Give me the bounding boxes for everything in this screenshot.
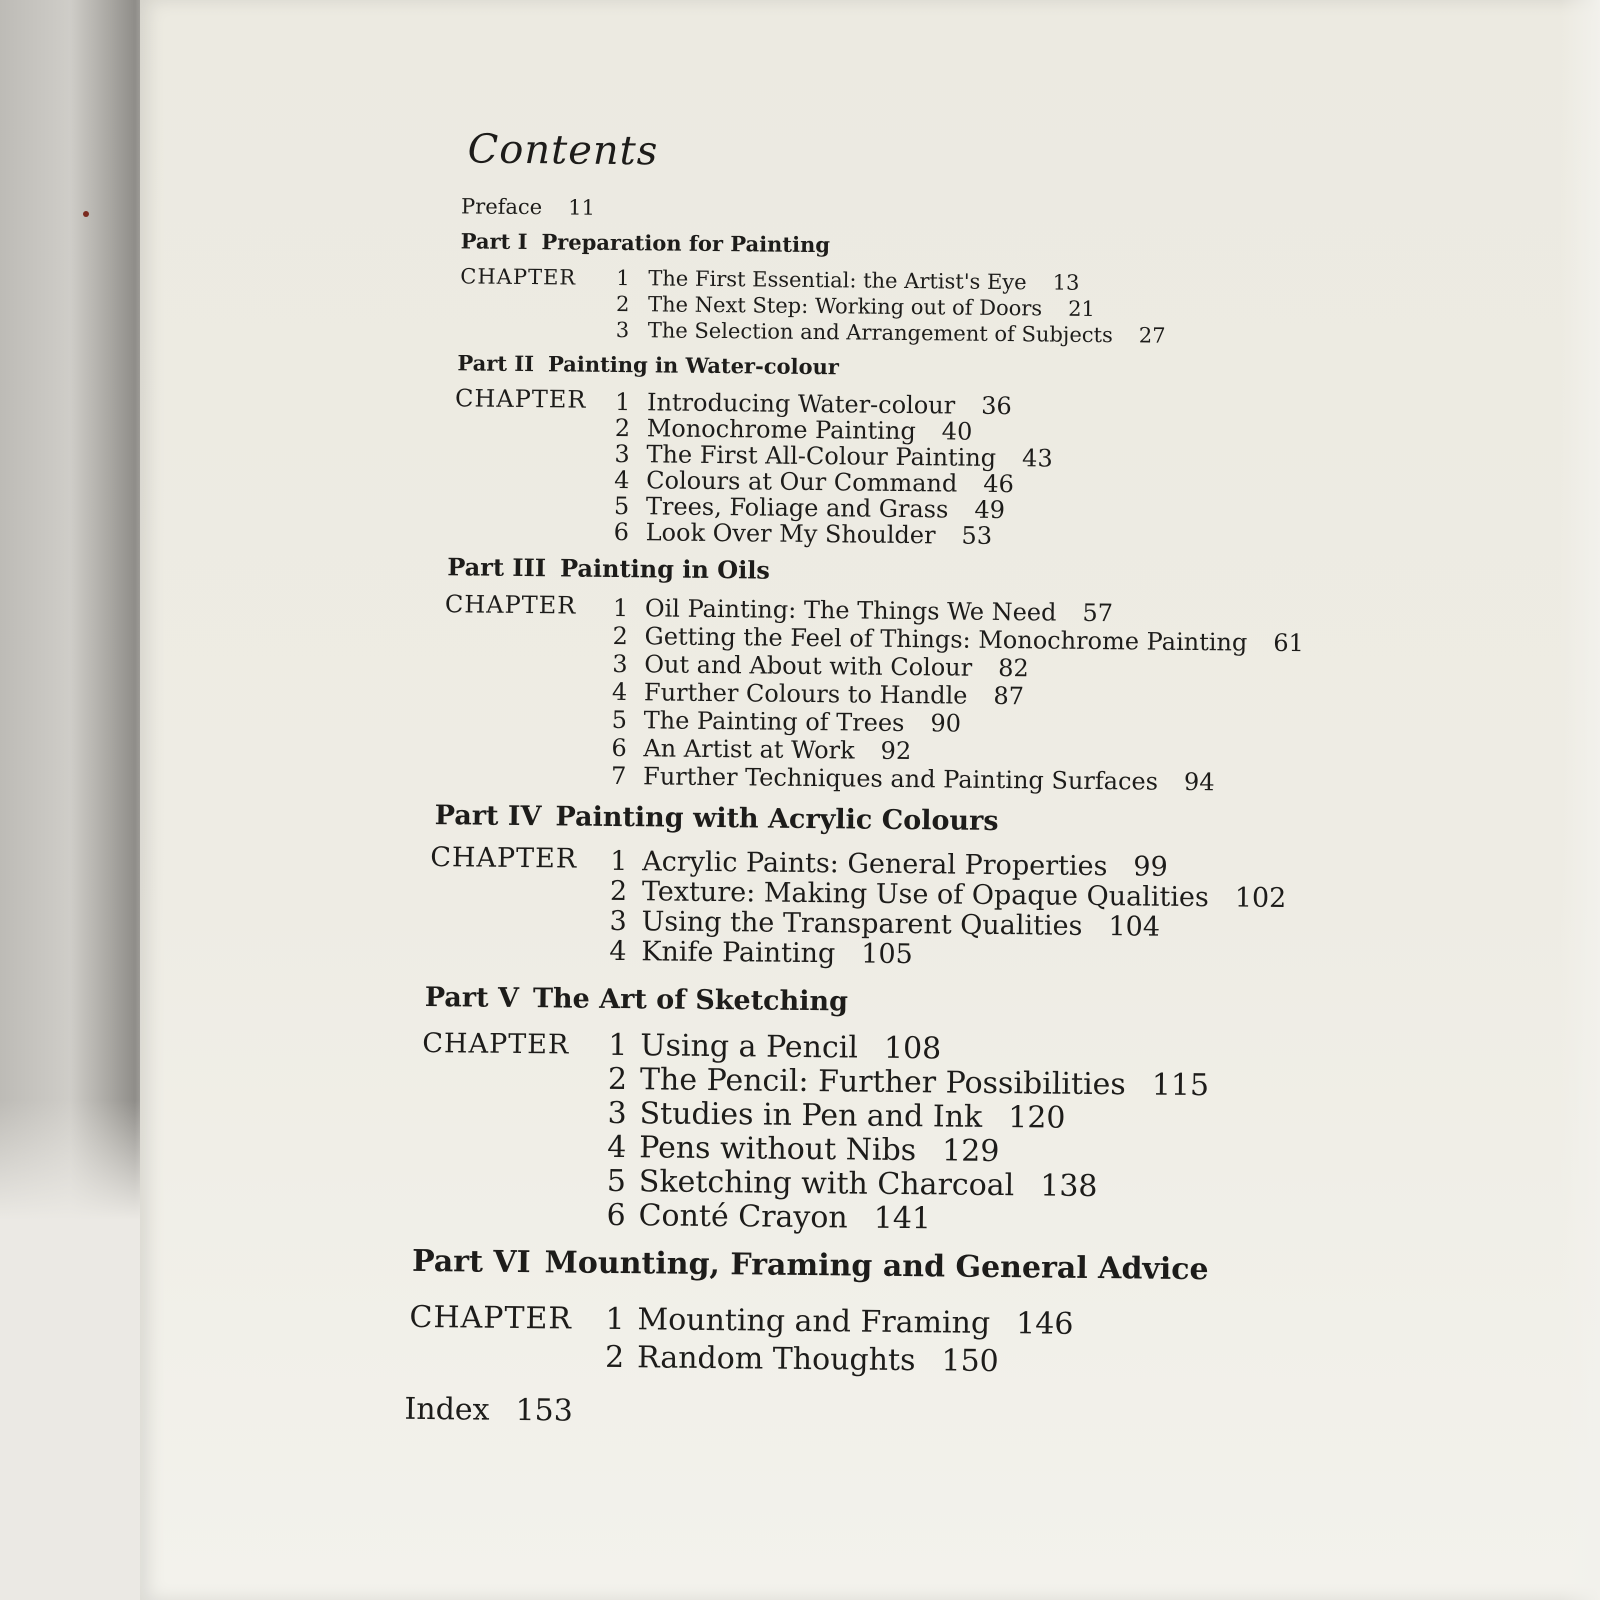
chapter-label: CHAPTER	[460, 264, 577, 290]
part-number: Part V	[424, 981, 520, 1014]
chapter-page: 53	[961, 521, 993, 550]
part-heading	[435, 800, 999, 837]
chapter-number: 2	[607, 1061, 628, 1098]
table-of-contents	[404, 120, 1480, 1471]
chapter-entry	[607, 1130, 1000, 1169]
chapter-number: 6	[611, 733, 627, 763]
chapter-number: 3	[614, 439, 630, 469]
chapter-number: 1	[612, 593, 629, 623]
chapter-number: 2	[604, 1339, 625, 1376]
preface-page: 11	[568, 195, 596, 220]
part-heading	[457, 350, 839, 379]
chapter-title: The First Essential: the Artist's Eye	[648, 266, 1027, 295]
preface-entry	[461, 194, 595, 219]
chapter-page: 87	[993, 681, 1025, 711]
chapter-page: 138	[1040, 1168, 1098, 1205]
chapter-page: 99	[1133, 851, 1168, 883]
chapter-title: Texture: Making Use of Opaque Qualities	[641, 876, 1209, 914]
chapter-title: Oil Painting: The Things We Need	[644, 594, 1057, 627]
chapter-number: 4	[607, 1129, 627, 1166]
part-title: Painting with Acrylic Colours	[555, 801, 999, 837]
chapter-title: Conté Crayon	[638, 1198, 848, 1236]
chapter-title: Studies in Pen and Ink	[639, 1096, 983, 1135]
index-entry	[404, 1392, 573, 1429]
part-number: Part I	[460, 228, 528, 255]
chapter-label: CHAPTER	[454, 384, 587, 414]
chapter-page: 40	[941, 417, 973, 446]
chapter-label: CHAPTER	[422, 1027, 570, 1061]
chapter-label: CHAPTER	[444, 590, 577, 620]
chapter-page: 36	[981, 391, 1012, 421]
chapter-page: 94	[1183, 767, 1215, 797]
chapter-title: Out and About with Colour	[644, 650, 973, 682]
chapter-title: The Selection and Arrangement of Subjects	[647, 318, 1113, 348]
chapter-page: 46	[983, 469, 1015, 499]
chapter-title: Random Thoughts	[636, 1340, 916, 1379]
chapter-number: 4	[609, 935, 627, 968]
chapter-number: 6	[606, 1197, 626, 1234]
chapter-entry	[612, 706, 962, 738]
chapter-number: 2	[612, 621, 629, 651]
chapter-number: 3	[615, 317, 630, 343]
chapter-number: 6	[613, 517, 630, 547]
chapter-title: Monochrome Painting	[646, 414, 916, 446]
part-title: Mounting, Framing and General Advice	[544, 1245, 1209, 1288]
chapter-entry	[616, 266, 1079, 295]
chapter-page: 115	[1151, 1067, 1210, 1104]
part-heading	[425, 982, 848, 1017]
chapter-number: 3	[612, 649, 628, 679]
index-label: Index	[404, 1391, 490, 1428]
chapter-label: CHAPTER	[430, 842, 578, 875]
part-number: Part II	[457, 350, 535, 377]
chapter-title: Sketching with Charcoal	[638, 1164, 1015, 1204]
chapter-number: 2	[615, 291, 630, 317]
part-title: Painting in Oils	[559, 553, 771, 585]
chapter-entry	[609, 936, 913, 970]
chapter-label: CHAPTER	[409, 1299, 573, 1337]
page-right-edge	[1560, 0, 1600, 1600]
chapter-page: 141	[873, 1200, 932, 1237]
chapter-title: Knife Painting	[641, 936, 836, 970]
chapter-title: Introducing Water-colour	[646, 388, 956, 420]
chapter-page: 129	[941, 1133, 1000, 1170]
preface-label: Preface	[460, 194, 543, 220]
chapter-page: 13	[1052, 270, 1080, 295]
chapter-page: 105	[861, 938, 913, 971]
part-title: Painting in Water-colour	[547, 351, 840, 380]
chapter-page: 92	[880, 736, 912, 766]
chapter-number: 1	[608, 1027, 628, 1064]
chapter-number: 1	[610, 845, 628, 878]
chapter-page: 120	[1008, 1100, 1066, 1136]
chapter-entry	[605, 1302, 1073, 1342]
chapter-entry	[612, 650, 1029, 682]
chapter-page: 27	[1138, 323, 1166, 348]
chapter-number: 1	[616, 265, 630, 291]
part-heading	[412, 1244, 1209, 1287]
chapter-page: 150	[941, 1343, 999, 1380]
part-heading	[461, 228, 831, 257]
chapter-title: The Painting of Trees	[643, 706, 905, 738]
chapter-page: 43	[1021, 444, 1053, 473]
chapter-number: 5	[613, 491, 630, 521]
contents-title: Contents	[467, 126, 659, 175]
index-page: 153	[515, 1392, 573, 1429]
chapter-number: 3	[609, 905, 627, 938]
chapter-entry	[605, 1340, 999, 1379]
part-number: Part VI	[411, 1243, 531, 1281]
chapter-title: Getting the Feel of Things: Monochrome Painting	[644, 622, 1248, 657]
chapter-title: Pens without Nibs	[639, 1130, 917, 1169]
chapter-title: Using the Transparent Qualities	[641, 906, 1083, 942]
part-number: Part IV	[434, 800, 542, 833]
chapter-entry	[611, 734, 911, 765]
part-title: The Art of Sketching	[532, 983, 849, 1018]
chapter-page: 146	[1015, 1306, 1074, 1342]
chapter-page: 57	[1082, 598, 1114, 628]
chapter-title: The First All-Colour Painting	[646, 440, 997, 472]
chapter-number: 7	[610, 761, 627, 791]
chapter-title: Further Colours to Handle	[643, 678, 968, 710]
chapter-number: 2	[614, 413, 631, 443]
chapter-page: 108	[883, 1030, 942, 1067]
chapter-entry	[616, 292, 1095, 321]
chapter-number: 5	[606, 1163, 627, 1200]
chapter-title: The Next Step: Working out of Doors	[647, 292, 1043, 321]
chapter-title: Mounting and Framing	[637, 1302, 991, 1341]
chapter-title: Acrylic Paints: General Properties	[642, 846, 1108, 883]
chapter-page: 21	[1068, 296, 1095, 321]
chapter-number: 5	[611, 705, 628, 735]
chapter-entry	[611, 762, 1215, 796]
chapter-title: Look Over My Shoulder	[645, 518, 936, 550]
part-number: Part III	[447, 552, 547, 583]
spine-lower-shading	[0, 1100, 160, 1600]
chapter-page: 49	[974, 495, 1006, 525]
chapter-page: 90	[930, 709, 962, 738]
red-mark	[83, 211, 89, 217]
chapter-entry	[614, 518, 993, 550]
chapter-page: 102	[1234, 882, 1287, 915]
chapter-entry	[606, 1198, 931, 1236]
chapter-number: 1	[614, 387, 631, 417]
chapter-entry	[608, 1028, 941, 1066]
chapter-number: 2	[609, 875, 628, 908]
chapter-number: 4	[614, 465, 630, 495]
chapter-title: Further Techniques and Painting Surfaces	[642, 762, 1159, 796]
chapter-number: 4	[611, 677, 628, 707]
chapter-entry	[616, 318, 1166, 348]
part-heading	[447, 552, 770, 584]
chapter-title: An Artist at Work	[643, 734, 855, 765]
chapter-number: 1	[605, 1301, 625, 1338]
part-title: Preparation for Painting	[541, 229, 831, 258]
chapter-page: 61	[1273, 628, 1304, 658]
chapter-title: Trees, Foliage and Grass	[645, 492, 949, 524]
chapter-entry	[612, 678, 1024, 710]
chapter-number: 3	[607, 1095, 627, 1132]
chapter-page: 104	[1108, 911, 1161, 943]
chapter-title: The Pencil: Further Possibilities	[639, 1062, 1126, 1103]
chapter-page: 82	[998, 653, 1029, 683]
chapter-title: Colours at Our Command	[646, 466, 958, 498]
chapter-title: Using a Pencil	[640, 1028, 859, 1066]
